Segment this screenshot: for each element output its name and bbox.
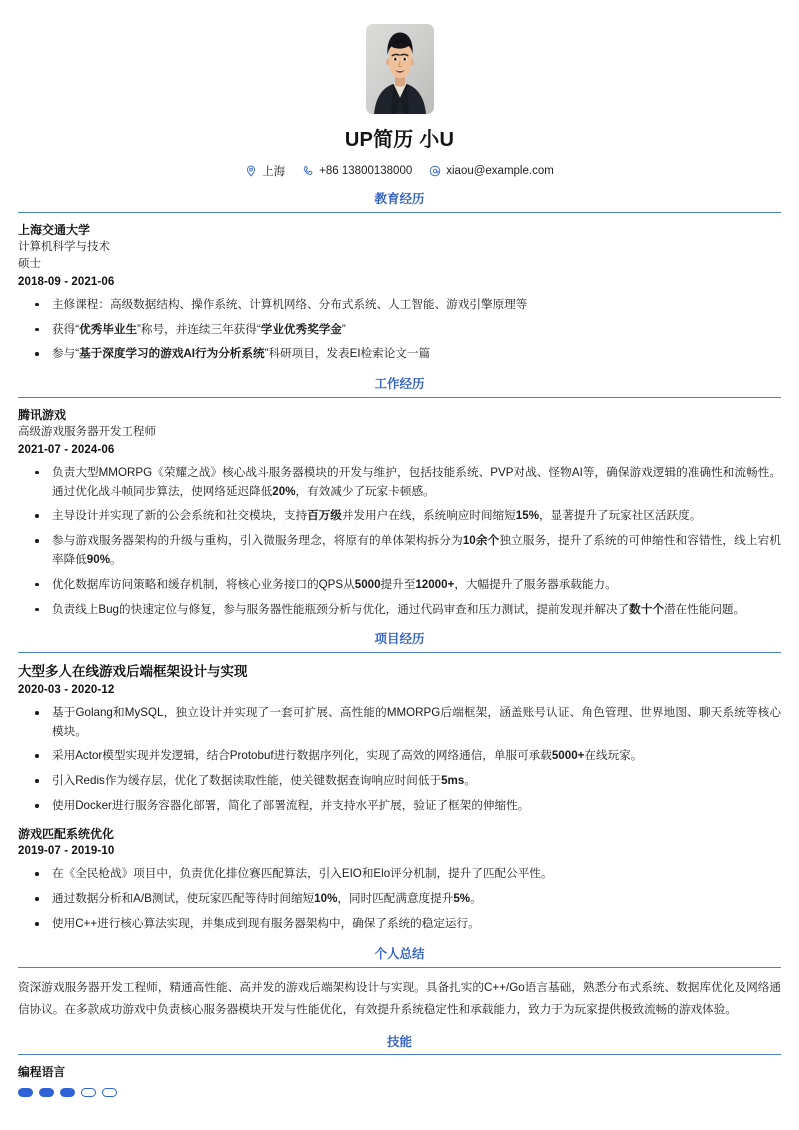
list-item: 引入Redis作为缓存层，优化了数据读取性能，使关键数据查询响应时间低于5ms。: [18, 772, 781, 791]
work-bullets: [18, 464, 781, 619]
avatar: [366, 24, 434, 114]
list-item: 参与“基于深度学习的游戏AI行为分析系统”科研项目，发表EI检索论文一篇: [18, 345, 781, 364]
skill-dot-filled: [18, 1088, 33, 1097]
contact-phone-value: +86 13800138000: [319, 165, 413, 177]
project-name: 大型多人在线游戏后端框架设计与实现: [18, 664, 248, 680]
skill-dot-filled: [60, 1088, 75, 1097]
project-date: 2020-03 - 2020-12: [18, 683, 115, 696]
education-entry: [18, 222, 781, 364]
contact-location: [245, 163, 285, 179]
contact-location-value: 上海: [262, 166, 286, 178]
list-item: 主修课程：高级数据结构、操作系统、计算机网络、分布式系统、人工智能、游戏引擎原理等: [18, 296, 781, 315]
education-major: 计算机科学与技术: [18, 241, 110, 254]
summary-text: 资深游戏服务器开发工程师，精通高性能、高并发的游戏后端架构设计与实现。具备扎实的C++/Go语言基础，熟悉分布式系统、数据库优化及网络通信协议。在多款成功游戏中负责核心服务器模块开发与性能优化，有效提升系统稳定性和承载能力，致力于为玩家提供极致流畅的游戏体验。: [18, 980, 781, 1017]
section-title-education: 教育经历: [374, 192, 425, 206]
section-divider: [18, 397, 781, 398]
list-item: 基于Golang和MySQL，独立设计并实现了一套可扩展、高性能的MMORPG后端框架，涵盖账号认证、角色管理、世界地图、聊天系统等核心模块。: [18, 704, 781, 742]
list-item: 主导设计并实现了新的公会系统和社交模块，支持百万级并发用户在线，系统响应时间缩短15%，显著提升了玩家社区活跃度。: [18, 507, 781, 526]
education-bullets: [18, 296, 781, 364]
contact-email: [429, 165, 554, 177]
list-item: 使用C++进行核心算法实现，并集成到现有服务器架构中，确保了系统的稳定运行。: [18, 915, 781, 934]
section-title-summary: 个人总结: [374, 946, 425, 961]
section-skills: [18, 1036, 781, 1097]
work-entry: [18, 407, 781, 619]
list-item: 在《全民枪战》项目中，负责优化排位赛匹配算法，引入EIO和Elo评分机制，提升了匹配公平性。: [18, 865, 781, 884]
section-title-work: 工作经历: [374, 377, 425, 392]
section-projects: [18, 633, 781, 933]
list-item: 获得“优秀毕业生”称号，并连续三年获得“学业优秀奖学金”: [18, 321, 781, 340]
project-name: 游戏匹配系统优化: [18, 826, 115, 841]
skill-level-indicator: [18, 1088, 781, 1097]
education-degree: 硕士: [18, 258, 41, 271]
section-title-skills: 技能: [386, 1034, 412, 1049]
section-title-projects: 项目经历: [374, 632, 425, 647]
education-school: 上海交通大学: [18, 222, 91, 237]
contact-email-value: xiaou@example.com: [446, 165, 554, 177]
project-bullets: [18, 865, 781, 933]
page-title: UP简历 小U: [344, 129, 455, 151]
section-divider: [18, 212, 781, 213]
education-date: 2018-09 - 2021-06: [18, 275, 115, 288]
skill-dot-empty: [102, 1088, 117, 1097]
email-at-icon: [429, 165, 441, 177]
phone-icon: [302, 165, 314, 177]
work-role: 高级游戏服务器开发工程师: [18, 426, 156, 439]
list-item: 通过数据分析和A/B测试，使玩家匹配等待时间缩短10%，同时匹配满意度提升5%。: [18, 890, 781, 909]
list-item: 采用Actor模型实现并发逻辑，结合Protobuf进行数据序列化，实现了高效的网络通信，单服可承载5000+在线玩家。: [18, 747, 781, 766]
list-item: 负责线上Bug的快速定位与修复，参与服务器性能瓶颈分析与优化，通过代码审查和压力测试，提前发现并解决了数十个潜在性能问题。: [18, 601, 781, 620]
work-date: 2021-07 - 2024-06: [18, 443, 115, 456]
location-pin-icon: [245, 165, 257, 177]
list-item: 负责大型MMORPG《荣耀之战》核心战斗服务器模块的开发与维护，包括技能系统、PVP对战、怪物AI等，确保游戏逻辑的准确性和流畅性。通过优化战斗帧同步算法，使网络延迟降低20%，有效减少了玩家卡顿感。: [18, 464, 781, 502]
section-summary: [18, 948, 781, 1022]
section-work: [18, 378, 781, 619]
list-item: 使用Docker进行服务容器化部署，简化了部署流程，并支持水平扩展，验证了框架的伸缩性。: [18, 797, 781, 816]
resume-header: [18, 22, 781, 179]
section-divider: [18, 1054, 781, 1055]
contact-row: [245, 163, 554, 179]
skill-dot-filled: [39, 1088, 54, 1097]
section-education: [18, 193, 781, 364]
list-item: 优化数据库访问策略和缓存机制，将核心业务接口的QPS从5000提升至12000+，大幅提升了服务器承载能力。: [18, 576, 781, 595]
skill-dot-empty: [81, 1088, 96, 1097]
skill-name: 编程语言: [18, 1065, 66, 1080]
list-item: 参与游戏服务器架构的升级与重构，引入微服务理念，将原有的单体架构拆分为10余个独立服务，提升了系统的可伸缩性和容错性，线上宕机率降低90%。: [18, 532, 781, 570]
work-company: 腾讯游戏: [18, 407, 67, 422]
skill-group: [18, 1064, 781, 1097]
project-date: 2019-07 - 2019-10: [18, 845, 115, 858]
contact-phone: [302, 165, 412, 177]
section-divider: [18, 967, 781, 968]
project-bullets: [18, 704, 781, 816]
section-divider: [18, 652, 781, 653]
project-entry: [18, 826, 781, 934]
project-entry: [18, 662, 781, 816]
